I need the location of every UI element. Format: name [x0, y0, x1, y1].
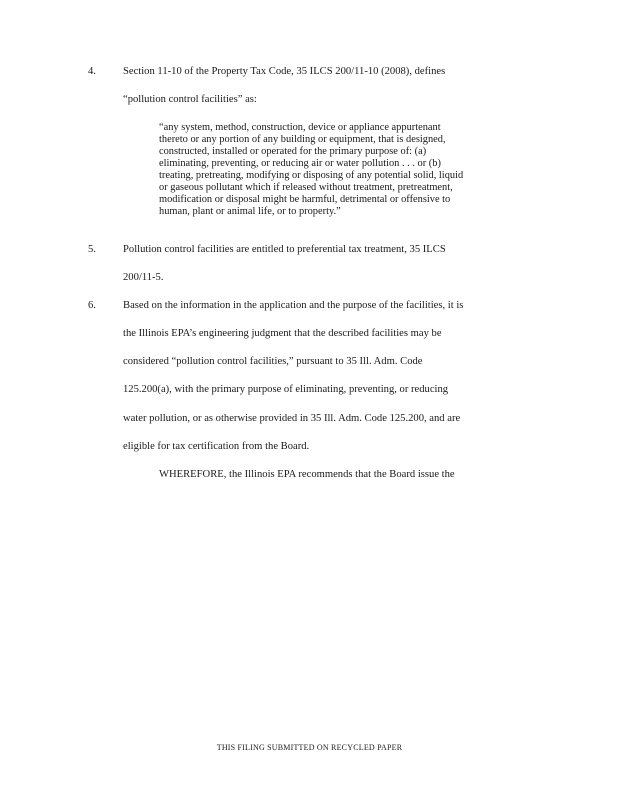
- quote-line: modification or disposal might be harmful, detrimental or offensive to: [159, 194, 451, 205]
- quote-line: eliminating, preventing, or reducing air or water pollution . . . or (b): [159, 158, 441, 169]
- paragraph-line: considered “pollution control facilities,” pursuant to 35 Ill. Adm. Code: [123, 356, 423, 367]
- paragraph-number: 5.: [88, 244, 96, 255]
- paragraph-number: 6.: [88, 300, 96, 311]
- paragraph-line: Based on the information in the application and the purpose of the facilities, it is: [123, 300, 464, 311]
- quote-line: constructed, installed or operated for the primary purpose of: (a): [159, 146, 427, 157]
- paragraph-line: the Illinois EPA’s engineering judgment that the described facilities may be: [123, 328, 442, 339]
- paragraph-line: “pollution control facilities” as:: [123, 94, 257, 105]
- quote-line: human, plant or animal life, or to property.”: [159, 206, 341, 217]
- paragraph-line: Pollution control facilities are entitled to preferential tax treatment, 35 ILCS: [123, 244, 446, 255]
- paragraph-line: water pollution, or as otherwise provided in 35 Ill. Adm. Code 125.200, and are: [123, 413, 461, 424]
- closing-line: WHEREFORE, the Illinois EPA recommends that the Board issue the: [159, 469, 455, 480]
- paragraph-line: 200/11-5.: [123, 272, 164, 283]
- paragraph-line: Section 11-10 of the Property Tax Code, 35 ILCS 200/11-10 (2008), defines: [123, 66, 446, 77]
- quote-line: “any system, method, construction, device or appliance appurtenant: [159, 122, 441, 133]
- paragraph-line: eligible for tax certification from the Board.: [123, 441, 310, 452]
- paragraph-number: 4.: [88, 66, 96, 77]
- quote-line: treating, pretreating, modifying or disposing of any potential solid, liquid: [159, 170, 464, 181]
- page-footer: THIS FILING SUBMITTED ON RECYCLED PAPER: [216, 743, 403, 752]
- quote-line: or gaseous pollutant which if released without treatment, pretreatment,: [159, 182, 453, 193]
- quote-line: thereto or any portion of any building or equipment, that is designed,: [159, 134, 446, 145]
- paragraph-line: 125.200(a), with the primary purpose of eliminating, preventing, or reducing: [123, 384, 449, 395]
